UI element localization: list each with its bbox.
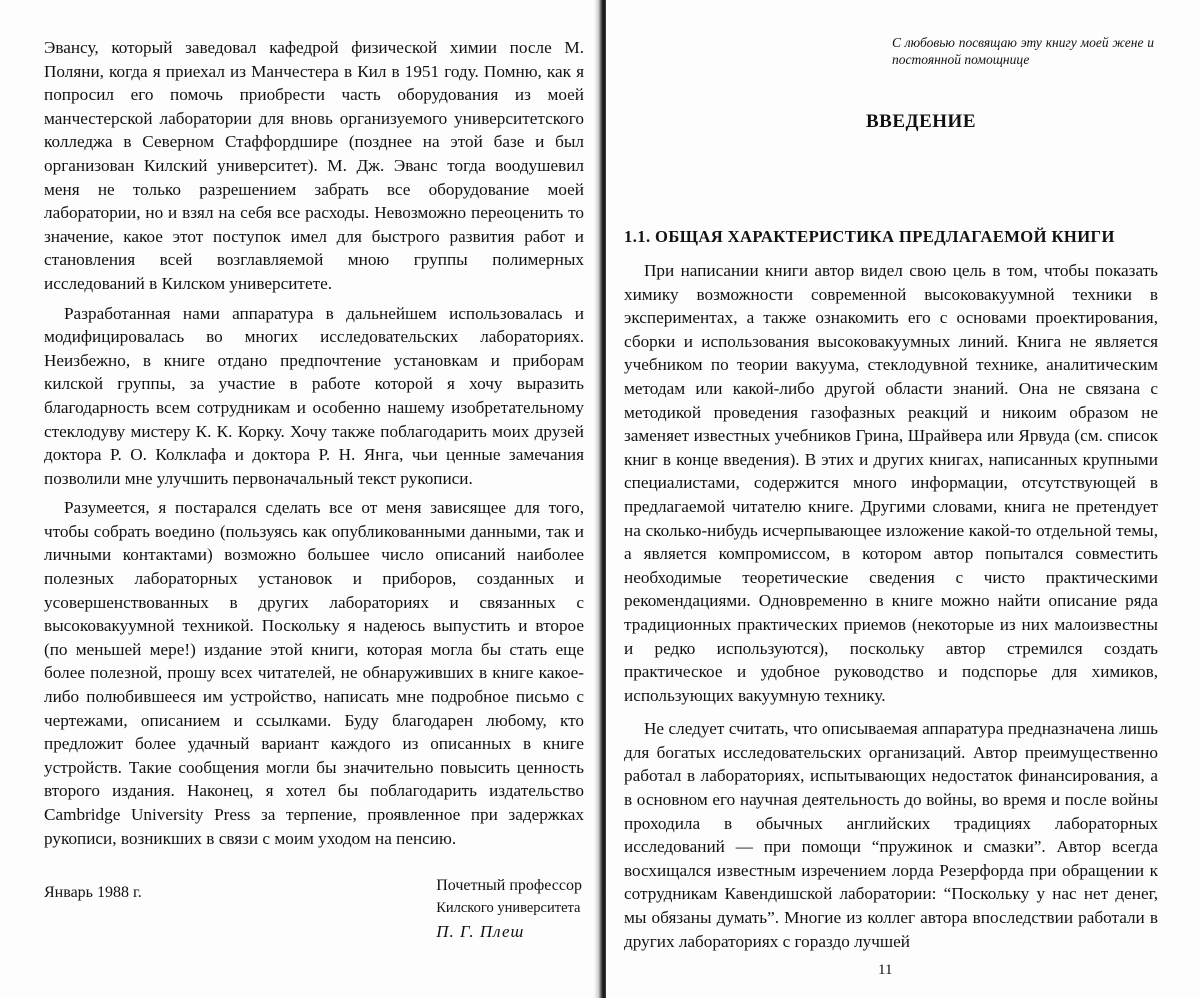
preface-date: Январь 1988 г. [44, 884, 142, 902]
dedication: С любовью посвящаю эту книгу моей жене и постоянной помощнице [892, 35, 1154, 67]
right-paragraph-2: Не следует считать, что описываемая аппаратура предназначена лишь для богатых исследовательских организаций. Автор преимущественно работал в лабораториях, испытывающих недостаток финансирования, а в основном его научная деятельность до войны, во время и после войны проходила в обычных английских традициях лабораторных исследований — при помощи “пружинок и смазки”. Автор всегда восхищался известным изречением лорда Резерфорда при обращении к сотрудникам Кавендишской лаборатории: “Поскольку у нас нет денег, мы обязаны думать”. Многие из коллег автора впоследствии работали в других лабораториях с гораздо лучшей [624, 719, 1158, 951]
signature-affiliation: Килского университета [436, 900, 581, 917]
preface-footer [44, 874, 584, 943]
left-paragraph-2: Разработанная нами аппаратура в дальнейшем использовалась и модифицировалась во многих исследовательских лабораториях. Неизбежно, в книге отдано предпочтение установкам и приборам килской группы, за участие в работе которой я хочу выразить благодарность всем сотрудникам и особенно нашему изобретательному стеклодуву мистеру К. К. Корку. Хочу также поблагодарить моих друзей доктора Р. О. Колклафа и доктора Р. Н. Янга, чьи ценные замечания позволили мне улучшить первоначальный текст рукописи. [44, 303, 584, 488]
chapter-heading: ВВЕДЕНИЕ [866, 111, 976, 132]
left-paragraph-1: Эвансу, который заведовал кафедрой физической химии после М. Поляни, когда я приехал из Манчестера в Кил в 1951 году. Помню, как я попросил его помочь приобрести часть оборудования из моей манчестерской лаборатории для вновь организуемого университетского колледжа в Северном Стаффордшире (позднее на этой базе и был организован Килский университет). М. Дж. Эванс тогда воодушевил меня не только разрешением забрать все оборудование моей лаборатории, но и взял на себя все расходы. Невозможно переоценить то значение, какое этот поступок имел для быстрого развития работ и становления всей возглавляемой мною группы полимерных исследований в Килском университете. [44, 38, 584, 293]
section-title: 1.1. ОБЩАЯ ХАРАКТЕРИСТИКА ПРЕДЛАГАЕМОЙ КНИГИ [624, 227, 1115, 246]
signature-name: П. Г. Плеш [436, 922, 525, 942]
right-paragraph-1: При написании книги автор видел свою цель в том, чтобы показать химику возможности современной высоковакуумной техники в экспериментах, а также ознакомить его с основами проектирования, сборки и использования высоковакуумных линий. Книга не является учебником по теории вакуума, стеклодувной технике, аналитическим методам или какой-либо другой области знаний. Она не связана с методикой проведения газофазных реакций и никоим образом не заменяет известных учебников Грина, Шрайвера или Ярвуда (см. список книг в конце введения). В этих и других книгах, написанных крупными специалистами, содержится много информации, отсутствующей в предлагаемой читателю книге. Другими словами, книга не претендует на сколько-нибудь исчерпывающее изложение какой-то отдельной темы, а является компромиссом, в котором автор попытался совместить необходимые теоретические сведения с чисто практическими рекомендациями. Одновременно в книге можно найти описание ряда традиционных практических приемов (некоторые из них малоизвестны и редко используются), поскольку автор стремился создать практическое и удобное руководство и подспорье для химиков, использующих вакуумную технику. [624, 261, 1158, 705]
signature-title: Почетный профессор [436, 877, 582, 895]
author-signature [436, 874, 584, 943]
right-page [606, 0, 1200, 998]
page-number: 11 [878, 962, 893, 978]
left-paragraph-3: Разумеется, я постарался сделать все от меня зависящее для того, чтобы собрать воедино (пользуясь как опубликованными данными, так и личными контактами) возможно большее число описаний наиболее полезных лабораторных установок и приборов, созданных и усовершенствованных в других лабораториях и связанных с высоковакуумной техникой. Поскольку я надеюсь выпустить и второе (по меньшей мере!) издание этой книги, которая могла бы стать еще более полезной, прошу всех читателей, не обнаруживших в книге какое-либо полюбившееся им устройство, написать мне подробное письмо с чертежами, описанием и ссылками. Буду благодарен любому, кто предложит более удачный вариант каждого из описанных в книге устройств. Такие сообщения могли бы значительно повысить ценность второго издания. Наконец, я хотел бы поблагодарить издательство Cambridge University Press за терпение, проявленное при задержках рукописи, возникших в связи с моим уходом на пенсию. [44, 498, 584, 848]
